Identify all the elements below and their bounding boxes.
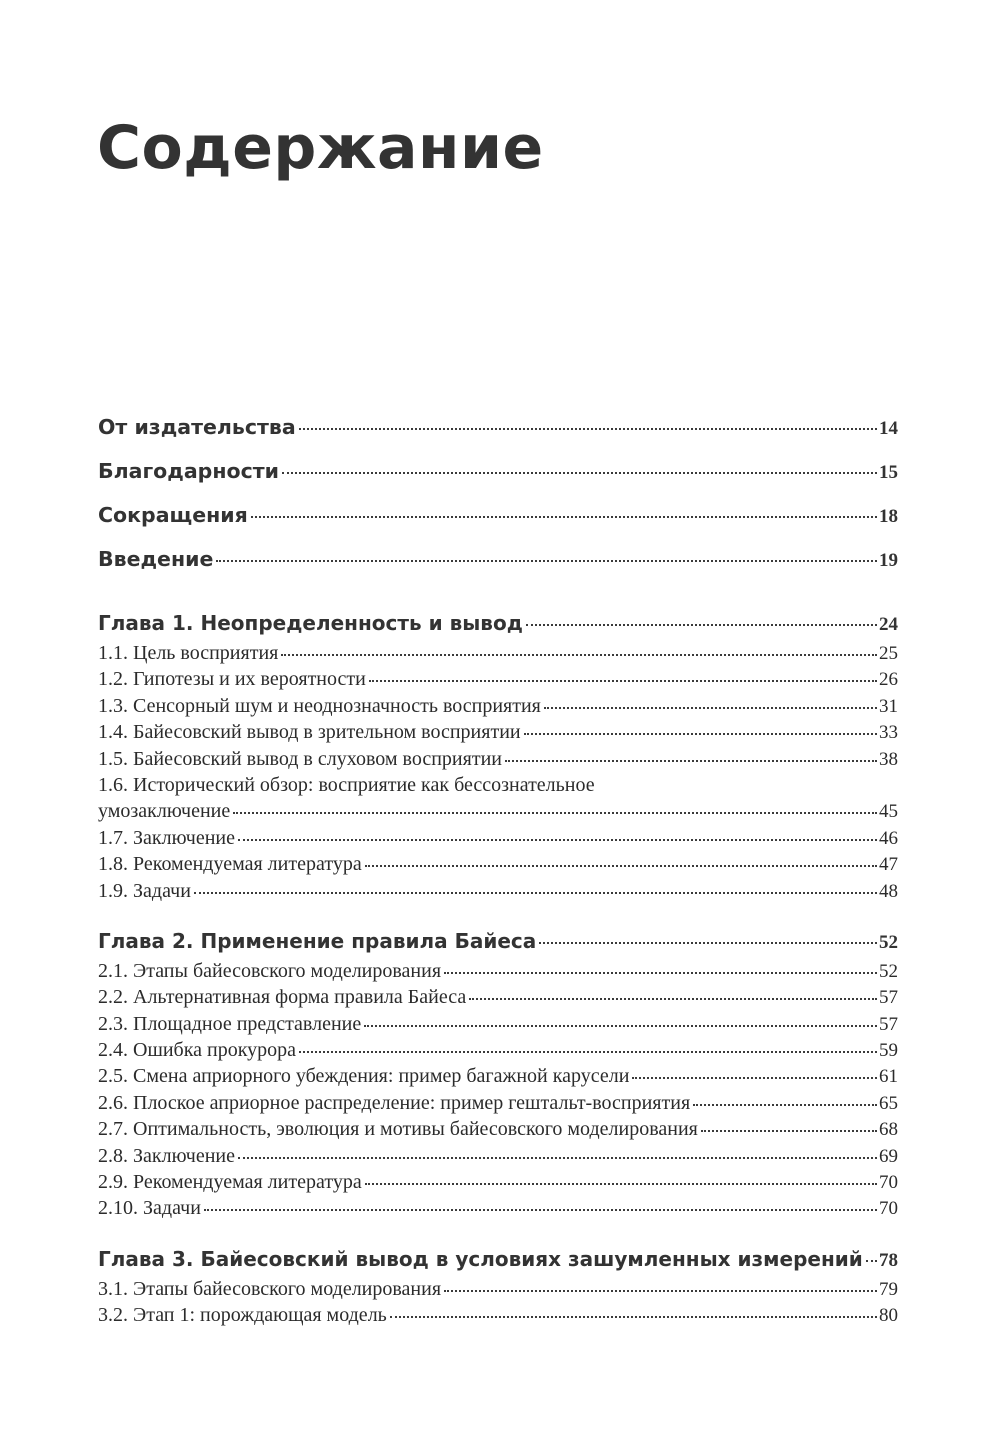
toc-section-2-10[interactable] [98,1195,898,1221]
toc-page: 26 [879,669,898,691]
leader-dots [365,1183,877,1185]
toc-label: 1.4. Байесовский вывод в зрительном восприятии [98,721,521,744]
leader-dots [282,472,877,474]
toc-section-1-5[interactable] [98,746,898,772]
toc-page: 80 [879,1305,898,1327]
leader-dots [299,428,877,430]
toc-label: 2.6. Плоское априорное распределение: пример гештальт-восприятия [98,1091,691,1114]
toc-page: 25 [879,643,898,664]
leader-dots [632,1077,877,1079]
toc-page: 52 [879,960,898,982]
toc-label: 1.7. Заключение [98,826,235,849]
toc-page: 18 [879,506,898,527]
leader-dots [544,707,877,709]
toc-page: 24 [879,614,898,635]
toc-label: 1.8. Рекомендуемая литература [98,853,362,876]
toc-page: 33 [879,722,898,744]
toc-page: 69 [879,1145,898,1167]
toc-label: Сокращения [98,503,248,527]
toc-label: 2.5. Смена априорного убеждения: пример багажной карусели [98,1065,630,1088]
toc-page: 61 [879,1066,898,1088]
toc-page: 47 [879,854,898,876]
toc-section-2-2[interactable] [98,984,898,1010]
toc-section-2-9[interactable] [98,1169,898,1195]
toc-page: 57 [879,1013,898,1035]
toc-page: 19 [879,550,898,571]
leader-dots [194,892,877,894]
toc-section-1-2[interactable] [98,666,898,692]
toc-section-1-3[interactable] [98,693,898,719]
toc-page: 79 [879,1278,898,1300]
toc-label: 2.9. Рекомендуемая литература [98,1171,362,1194]
toc-label: 1.1. Цель восприятия [98,642,279,664]
toc-section-2-8[interactable] [98,1143,898,1169]
toc-page: 78 [879,1249,898,1271]
toc-chapter-1[interactable] [98,606,898,640]
toc-label: 1.3. Сенсорный шум и неоднозначность восприятия [98,694,541,717]
toc-section-2-1[interactable] [98,958,898,984]
toc-label: умозаключение [98,800,231,823]
toc-label: 1.2. Гипотезы и их вероятности [98,668,366,691]
toc-label: 2.3. Площадное представление [98,1012,362,1035]
toc-page: 48 [879,880,898,902]
toc-label: Введение [98,547,214,571]
toc-section-1-1[interactable] [98,640,898,666]
leader-dots [390,1316,877,1318]
toc-page: 65 [879,1092,898,1114]
leader-dots [204,1209,877,1211]
chapter-title: Глава 2. Применение правила Байеса [98,928,537,953]
toc-section-3-2[interactable] [98,1302,898,1328]
table-of-contents [98,410,898,1329]
leader-dots [524,733,877,735]
toc-page: 57 [879,987,898,1009]
toc-label: 2.8. Заключение [98,1144,235,1167]
toc-page: 15 [879,462,898,483]
toc-page: 70 [879,1198,898,1220]
chapter-title: Глава 3. Байесовский вывод в условиях зашумленных измерений [98,1246,863,1271]
toc-chapter-2[interactable] [98,924,898,958]
toc-section-2-6[interactable] [98,1090,898,1116]
leader-dots [693,1104,877,1106]
toc-page: 70 [879,1172,898,1194]
leader-dots [539,942,877,944]
toc-section-3-1[interactable] [98,1276,898,1302]
chapter-title: Глава 1. Неопределенность и вывод [98,611,523,635]
toc-section-2-4[interactable] [98,1037,898,1063]
toc-page: 59 [879,1040,898,1062]
leader-dots [238,839,877,841]
toc-section-2-5[interactable] [98,1063,898,1089]
toc-page: 68 [879,1119,898,1141]
toc-entry-introduction[interactable] [98,542,898,586]
toc-entry-publisher[interactable] [98,410,898,454]
toc-entry-abbreviations[interactable] [98,498,898,542]
leader-dots [364,1025,877,1027]
leader-dots [281,654,877,656]
toc-label: 2.10. Задачи [98,1197,201,1220]
toc-section-1-9[interactable] [98,878,898,904]
leader-dots [444,1290,877,1292]
toc-page: 38 [879,748,898,770]
toc-section-1-6[interactable] [98,772,898,825]
leader-dots [866,1260,877,1262]
leader-dots [444,972,877,974]
toc-label: 3.2. Этап 1: порождающая модель [98,1304,387,1327]
toc-label: 1.9. Задачи [98,879,191,902]
toc-section-1-4[interactable] [98,719,898,745]
toc-page: 45 [879,801,898,823]
toc-page: 46 [879,827,898,849]
toc-label: 2.4. Ошибка прокурора [98,1039,297,1062]
toc-chapter-3[interactable] [98,1242,898,1276]
toc-label: 2.2. Альтернативная форма правила Байеса [98,986,467,1009]
toc-label: 3.1. Этапы байесовского моделирования [98,1277,442,1300]
leader-dots [526,624,877,626]
toc-label: Благодарности [98,459,279,483]
toc-label-continuation [98,798,898,824]
leader-dots [369,680,877,682]
leader-dots [233,812,877,814]
leader-dots [216,560,877,562]
toc-section-2-3[interactable] [98,1011,898,1037]
leader-dots [299,1051,877,1053]
toc-page: 52 [879,931,898,953]
toc-section-1-7[interactable] [98,825,898,851]
toc-label: 2.1. Этапы байесовского моделирования [98,959,442,982]
leader-dots [365,865,877,867]
leader-dots [701,1130,877,1132]
leader-dots [251,516,877,518]
toc-label: От издательства [98,415,296,439]
page-title: Содержание [97,113,544,183]
toc-label: 1.5. Байесовский вывод в слуховом восприятии [98,747,502,770]
leader-dots [469,998,877,1000]
toc-label-line: 1.6. Исторический обзор: восприятие как бессознательное [98,773,595,796]
toc-page: 31 [879,695,898,717]
toc-section-1-8[interactable] [98,851,898,877]
leader-dots [505,760,877,762]
toc-page: 14 [879,418,898,439]
toc-entry-acknowledgements[interactable] [98,454,898,498]
leader-dots [238,1157,877,1159]
toc-section-2-7[interactable] [98,1116,898,1142]
toc-label: 2.7. Оптимальность, эволюция и мотивы байесовского моделирования [98,1118,698,1141]
